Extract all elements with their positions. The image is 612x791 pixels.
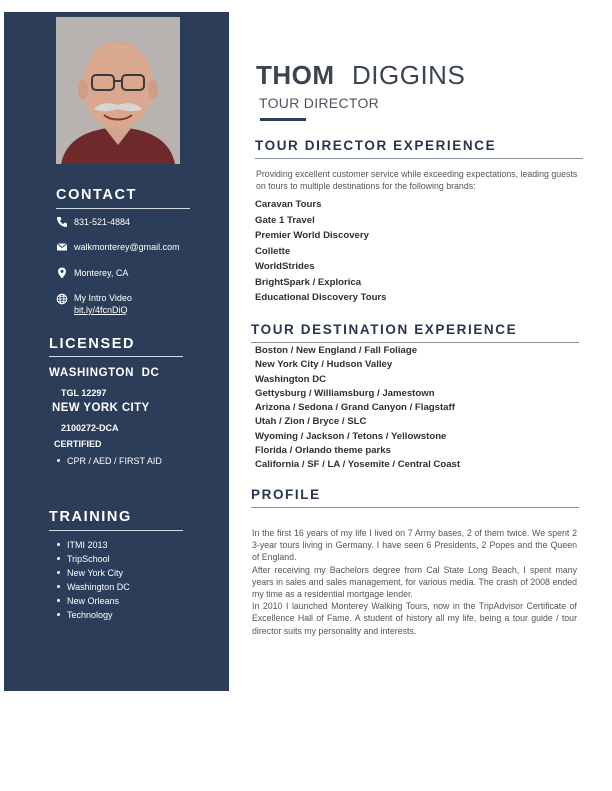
training-heading: TRAINING <box>49 509 132 525</box>
list-item: TripSchool <box>55 552 130 566</box>
list-item: Florida / Orlando theme parks <box>255 445 391 457</box>
list-item: BrightSpark / Explorica <box>255 276 362 288</box>
email-icon <box>56 241 68 253</box>
location-pin-icon <box>56 267 68 279</box>
dc-license-title: WASHINGTON DC <box>49 367 160 379</box>
intro-video-label: My Intro Video <box>74 293 132 303</box>
portrait-illustration <box>56 17 180 164</box>
profile-divider <box>251 507 579 508</box>
list-item: New York City <box>55 566 130 580</box>
profile-paragraph: In the first 16 years of my life I lived on 7 Army bases, 2 of them twice. We spent 2 3-year tours living in Germany. I have seen 6 Presidents, 2 Popes and the Queen of England. <box>252 528 577 563</box>
destinations-heading: TOUR DESTINATION EXPERIENCE <box>251 322 518 337</box>
contact-heading: CONTACT <box>56 187 138 203</box>
profile-photo <box>56 17 180 164</box>
training-list <box>55 538 130 622</box>
list-item: Wyoming / Jackson / Tetons / Yellowstone <box>255 430 447 442</box>
profile-paragraph: In 2010 I launched Monterey Walking Tours, now in the TripAdvisor Certificate of Excellence Hall of Fame. A student of history all my life, being a tour guide / tour director suits my personality and interests. <box>252 601 577 636</box>
dc-license-number: TGL 12297 <box>61 388 107 398</box>
list-item: New Orleans <box>55 594 130 608</box>
email-address[interactable]: walkmonterey@gmail.com <box>74 242 180 252</box>
list-item: Boston / New England / Fall Foliage <box>255 345 418 356</box>
list-item: Caravan Tours <box>255 199 322 210</box>
list-item: Collette <box>255 245 291 257</box>
certified-label: CERTIFIED <box>54 439 102 449</box>
intro-video-link[interactable]: bit.ly/4fcnDiQ <box>74 305 128 315</box>
contact-divider <box>56 208 190 209</box>
globe-icon <box>56 293 68 305</box>
list-item: Gettysburg / Williamsburg / Jamestown <box>255 387 435 399</box>
experience-heading: TOUR DIRECTOR EXPERIENCE <box>255 138 497 153</box>
licensed-heading: LICENSED <box>49 336 136 352</box>
training-divider <box>49 530 183 531</box>
experience-intro: Providing excellent customer service while exceeding expectations, leading guests on tours to multiple destinations for the following brands: <box>256 169 578 191</box>
last-name: DIGGINS <box>352 60 466 90</box>
nyc-license-title: NEW YORK CITY <box>52 402 150 414</box>
list-item: CPR / AED / FIRST AID <box>55 454 162 468</box>
experience-divider <box>255 158 583 159</box>
profile-heading: PROFILE <box>251 487 321 502</box>
list-item: Technology <box>55 608 130 622</box>
list-item: ITMI 2013 <box>55 538 130 552</box>
licensed-divider <box>49 356 183 357</box>
destinations-list <box>255 344 460 473</box>
title-underline <box>260 118 306 121</box>
phone-icon <box>56 216 68 228</box>
certified-list <box>55 454 162 468</box>
location-text: Monterey, CA <box>74 268 129 278</box>
first-name: THOM <box>256 60 335 90</box>
list-item: WorldStrides <box>255 261 315 272</box>
profile-paragraph: After receiving my Bachelors degree from Cal State Long Beach, I spent many years in sales and sales management, for various media. The crash of 2008 ended my time as a residential mortgage lender. <box>252 564 577 600</box>
profile-text <box>252 527 577 637</box>
list-item: Washington DC <box>55 580 130 594</box>
list-item: Washington DC <box>255 373 327 385</box>
list-item: Gate 1 Travel <box>255 214 315 226</box>
phone-number[interactable]: 831-521-4884 <box>74 217 131 227</box>
list-item: Educational Discovery Tours <box>255 292 387 303</box>
brands-list <box>255 197 387 306</box>
list-item: California / SF / LA / Yosemite / Central Coast <box>255 459 461 471</box>
list-item: Utah / Zion / Bryce / SLC <box>255 416 367 428</box>
destinations-divider <box>251 342 579 343</box>
list-item: Arizona / Sedona / Grand Canyon / Flagstaff <box>255 402 455 414</box>
job-title: TOUR DIRECTOR <box>259 95 380 111</box>
list-item: New York City / Hudson Valley <box>255 359 393 371</box>
nyc-license-number: 2100272-DCA <box>61 423 119 433</box>
list-item: Premier World Discovery <box>255 230 369 241</box>
